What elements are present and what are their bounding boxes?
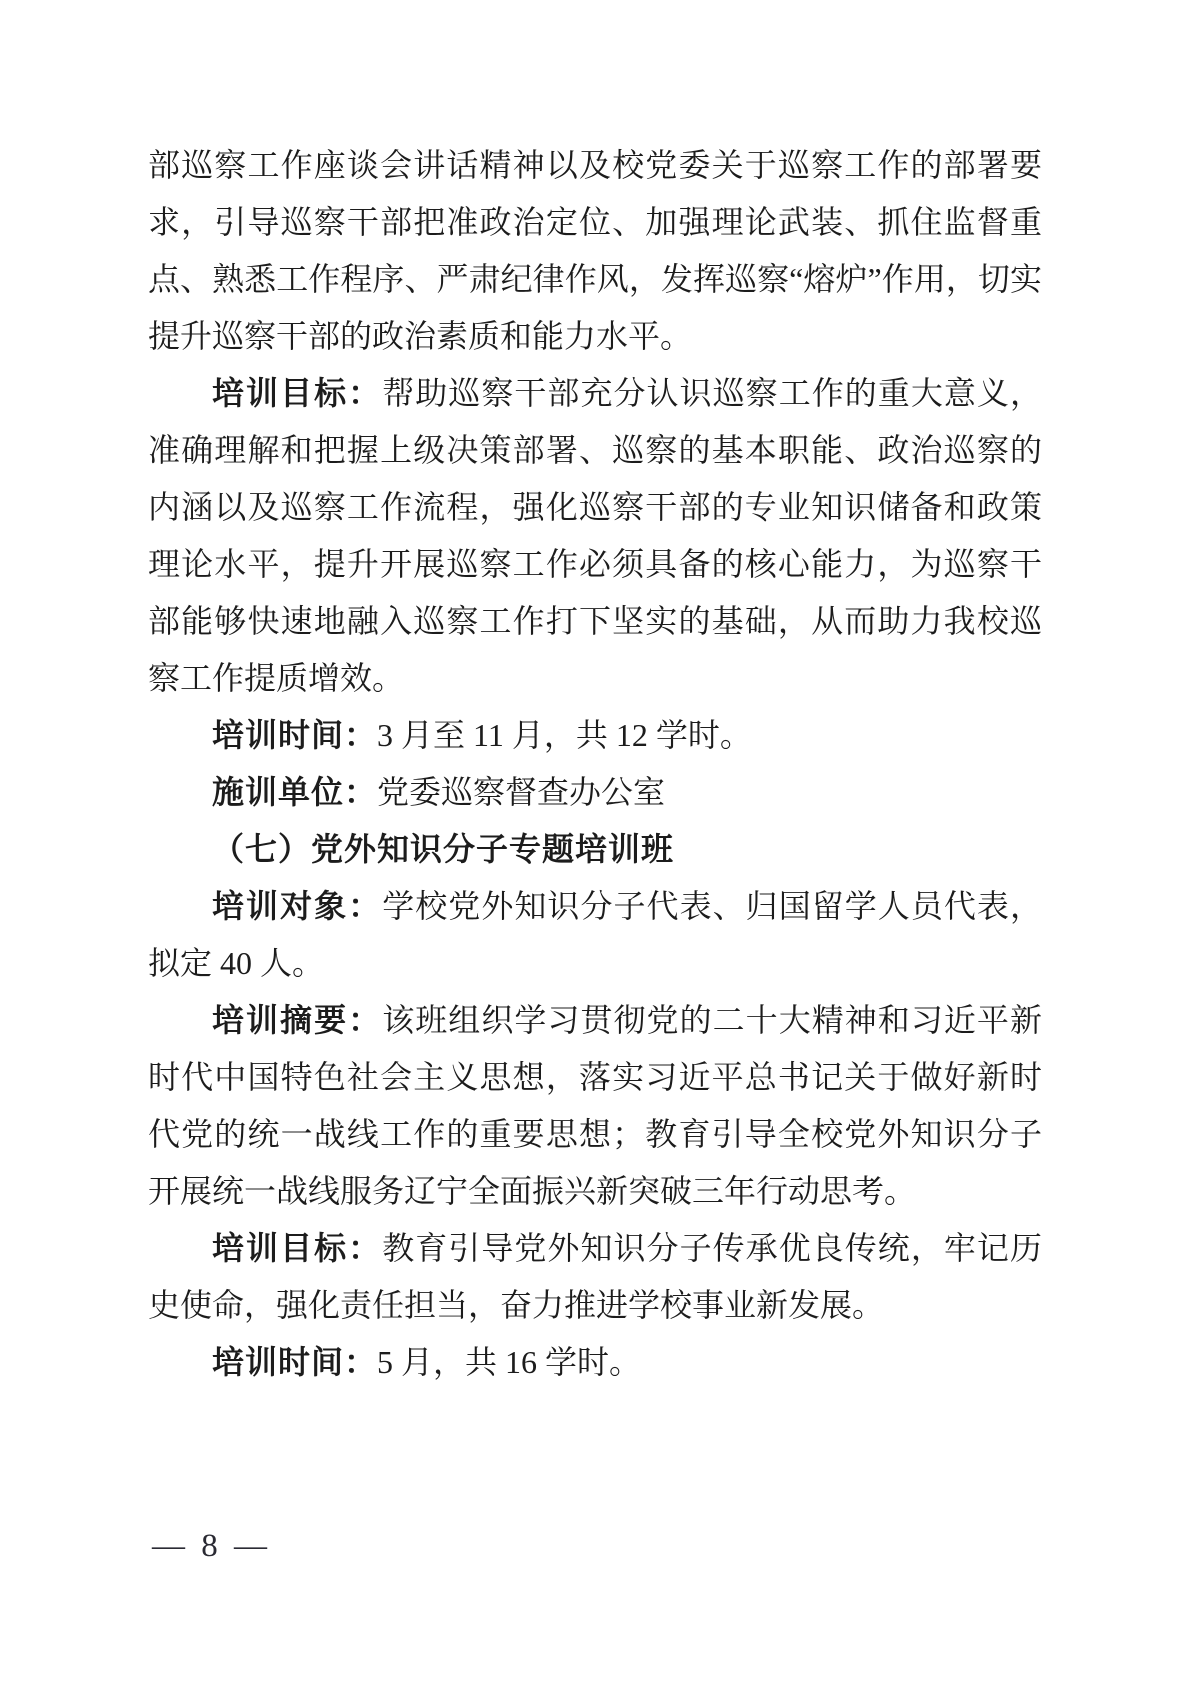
heading-text: （七）党外知识分子专题培训班 (212, 831, 675, 867)
para-training-time-section7 (148, 1334, 1042, 1391)
para-label: 培训时间： (212, 1344, 378, 1380)
page-footer (152, 1528, 271, 1565)
para-training-goal-section7 (148, 1220, 1042, 1334)
heading-section-7 (148, 821, 1042, 878)
para-label: 培训目标： (212, 1230, 383, 1266)
para-label: 培训目标： (212, 375, 383, 411)
page-number: — 8 — (152, 1528, 271, 1564)
para-continuation (148, 137, 1042, 365)
para-text: 教育引导党外知识分子传承优良传统，牢记历史使命，强化责任担当，奋力推进学校事业新发展。 (148, 1230, 1042, 1323)
document-body (148, 137, 1042, 1391)
para-text: 该班组织学习贯彻党的二十大精神和习近平新时代中国特色社会主义思想，落实习近平总书记关于做好新时代党的统一战线工作的重要思想；教育引导全校党外知识分子开展统一战线服务辽宁全面振兴新突破三年行动思考。 (148, 1002, 1042, 1209)
para-text: 帮助巡察干部充分认识巡察工作的重大意义，准确理解和把握上级决策部署、巡察的基本职能、政治巡察的内涵以及巡察工作流程，强化巡察干部的专业知识储备和政策理论水平，提升开展巡察工作必须具备的核心能力，为巡察干部能够快速地融入巡察工作打下坚实的基础，从而助力我校巡察工作提质增效。 (148, 375, 1042, 696)
para-text: 党委巡察督查办公室 (377, 774, 666, 810)
para-text: 3 月至 11 月，共 12 学时。 (377, 717, 752, 753)
para-label: 培训时间： (212, 717, 378, 753)
para-text: 部巡察工作座谈会讲话精神以及校党委关于巡察工作的部署要求，引导巡察干部把准政治定位、加强理论武装、抓住监督重点、熟悉工作程序、严肃纪律作风，发挥巡察“熔炉”作用，切实提升巡察干部的政治素质和能力水平。 (148, 147, 1042, 354)
para-text: 学校党外知识分子代表、归国留学人员代表，拟定 40 人。 (148, 888, 1042, 981)
para-training-goal-inspection (148, 365, 1042, 707)
para-training-summary (148, 992, 1042, 1220)
para-training-provider (148, 764, 1042, 821)
para-text: 5 月，共 16 学时。 (377, 1344, 642, 1380)
para-label: 培训摘要： (212, 1002, 383, 1038)
para-label: 施训单位： (212, 774, 378, 810)
para-training-time-inspection (148, 707, 1042, 764)
para-training-audience (148, 878, 1042, 992)
para-label: 培训对象： (212, 888, 383, 924)
